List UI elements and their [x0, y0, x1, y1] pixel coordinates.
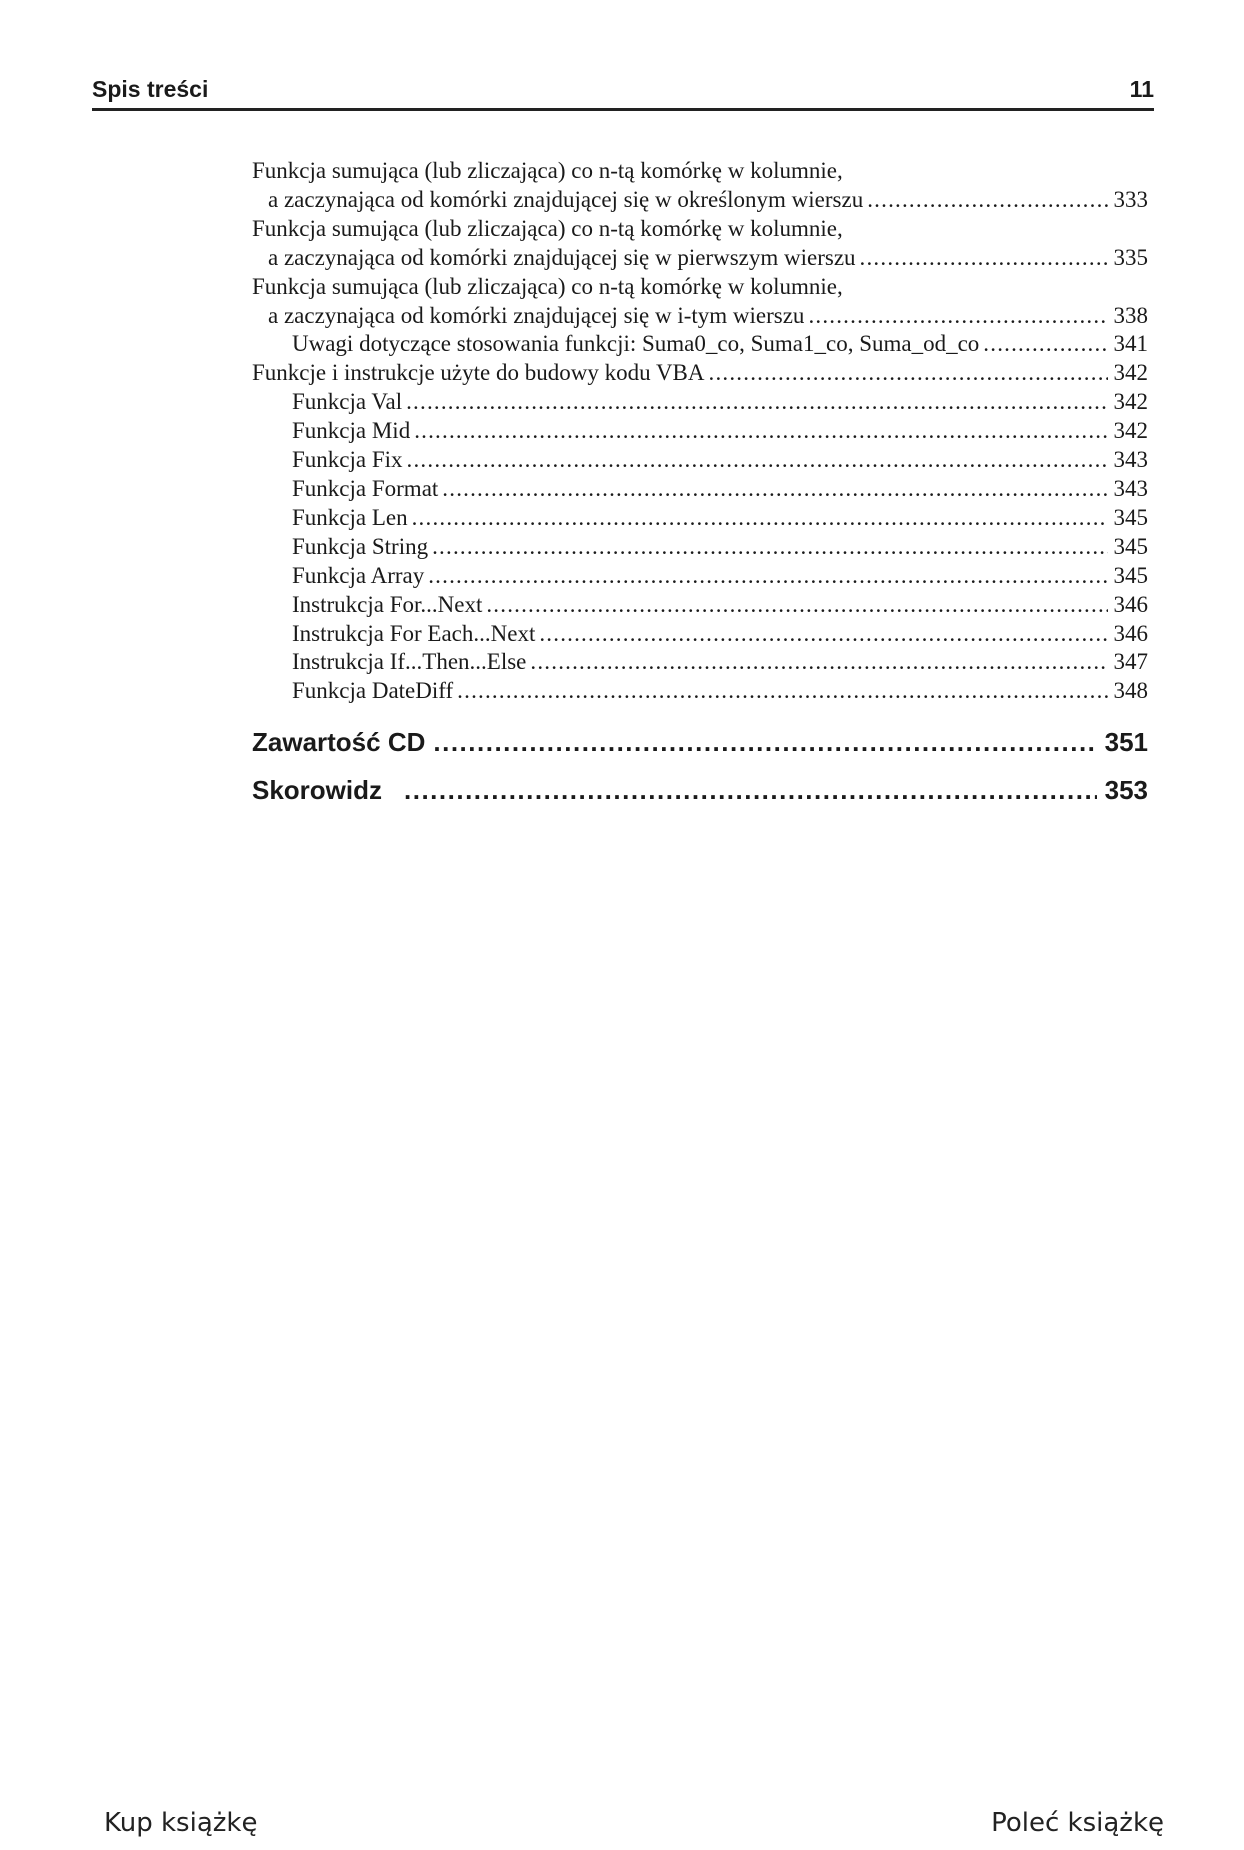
- table-of-contents: [252, 157, 1148, 806]
- dot-leader: [539, 620, 1108, 649]
- toc-entry[interactable]: [252, 302, 1148, 331]
- toc-entry-text: Funkcja String: [292, 533, 429, 559]
- toc-entry[interactable]: [252, 677, 1148, 706]
- toc-entry[interactable]: [252, 417, 1148, 446]
- toc-entry[interactable]: [252, 562, 1148, 591]
- toc-page-number: 346: [1113, 591, 1148, 617]
- toc-entry[interactable]: [252, 475, 1148, 504]
- toc-entry[interactable]: [252, 359, 1148, 388]
- toc-entry[interactable]: [252, 533, 1148, 562]
- recommend-book-link[interactable]: Poleć książkę: [991, 1808, 1164, 1838]
- toc-page-number: 348: [1113, 678, 1148, 704]
- toc-entry[interactable]: [252, 504, 1148, 533]
- toc-entry[interactable]: [252, 620, 1148, 649]
- dot-leader: [808, 302, 1108, 331]
- toc-page-number: 347: [1113, 649, 1148, 675]
- toc-entry[interactable]: [252, 273, 1148, 302]
- toc-page-number: 335: [1113, 244, 1148, 270]
- toc-entry-text: Funkcja sumująca (lub zliczająca) co n-tą komórkę w kolumnie,: [252, 158, 843, 183]
- toc-chapter-title: Zawartość CD: [252, 727, 426, 758]
- dot-leader: [442, 475, 1108, 504]
- toc-page-number: 345: [1113, 562, 1148, 588]
- toc-entry-text: a zaczynająca od komórki znajdującej się w i-tym wierszu: [268, 302, 805, 328]
- toc-entry[interactable]: [252, 591, 1148, 620]
- dot-leader: [406, 388, 1108, 417]
- dot-leader: [867, 186, 1108, 215]
- dot-leader: [486, 591, 1108, 620]
- dot-leader: [433, 726, 1096, 758]
- toc-page-number: 343: [1113, 475, 1148, 501]
- toc-entry[interactable]: [252, 648, 1148, 677]
- toc-entry-text: Uwagi dotyczące stosowania funkcji: Suma0_co, Suma1_co, Suma_od_co: [292, 331, 980, 357]
- dot-leader: [530, 648, 1108, 677]
- toc-entry-text: Funkcja Len: [292, 504, 408, 530]
- running-header: [92, 72, 1154, 111]
- toc-entry[interactable]: [252, 388, 1148, 417]
- toc-entry-text: Instrukcja If...Then...Else: [292, 649, 527, 675]
- toc-entry-text: Funkcja sumująca (lub zliczająca) co n-tą komórkę w kolumnie,: [252, 215, 843, 241]
- toc-page-number: 345: [1113, 533, 1148, 559]
- toc-page-number: 333: [1113, 186, 1148, 212]
- toc-entry-text: Funkcja Val: [292, 389, 403, 415]
- toc-page-number: 343: [1113, 447, 1148, 473]
- dot-leader: [407, 446, 1108, 475]
- toc-entry-text: Funkcja sumująca (lub zliczająca) co n-tą komórkę w kolumnie,: [252, 273, 843, 299]
- header-title: Spis treści: [92, 76, 209, 102]
- toc-entry-text: Funkcje i instrukcje użyte do budowy kodu VBA: [252, 360, 705, 386]
- toc-page-number: 345: [1113, 504, 1148, 530]
- toc-chapter-title: Skorowidz: [252, 775, 383, 806]
- toc-entry-text: Funkcja DateDiff: [292, 678, 454, 704]
- toc-entry-text: Instrukcja For Each...Next: [292, 620, 536, 646]
- toc-chapter-page: 353: [1104, 775, 1148, 806]
- dot-leader: [709, 359, 1109, 388]
- dot-leader: [983, 330, 1108, 359]
- dot-leader: [412, 504, 1108, 533]
- toc-entry-text: Funkcja Mid: [292, 418, 411, 444]
- toc-entry[interactable]: [252, 215, 1148, 244]
- toc-page-number: 346: [1113, 620, 1148, 646]
- toc-entry[interactable]: [252, 330, 1148, 359]
- toc-entry-text: Funkcja Array: [292, 562, 425, 588]
- toc-page-number: 338: [1113, 302, 1148, 328]
- dot-leader: [428, 562, 1108, 591]
- dot-leader: [457, 677, 1108, 706]
- toc-page-number: 341: [1113, 331, 1148, 357]
- dot-leader: [414, 417, 1108, 446]
- toc-entry[interactable]: [252, 244, 1148, 273]
- toc-entry-text: Funkcja Fix: [292, 447, 403, 473]
- toc-page-number: 342: [1113, 389, 1148, 415]
- toc-entry[interactable]: [252, 157, 1148, 186]
- dot-leader: [404, 774, 1097, 806]
- toc-entry-text: a zaczynająca od komórki znajdującej się w określonym wierszu: [268, 186, 864, 212]
- toc-entry-text: a zaczynająca od komórki znajdującej się w pierwszym wierszu: [268, 244, 856, 270]
- dot-leader: [860, 244, 1108, 273]
- toc-page-number: 342: [1113, 360, 1148, 386]
- header-page-number: 11: [1129, 76, 1154, 102]
- toc-chapter-entry[interactable]: [252, 726, 1148, 758]
- toc-page-number: 342: [1113, 418, 1148, 444]
- toc-chapter-page: 351: [1104, 727, 1148, 758]
- dot-leader: [432, 533, 1108, 562]
- toc-entry-text: Funkcja Format: [292, 475, 439, 501]
- buy-book-link[interactable]: Kup książkę: [104, 1808, 258, 1838]
- toc-chapter-entry[interactable]: [252, 774, 1148, 806]
- toc-entry[interactable]: [252, 446, 1148, 475]
- toc-entry-text: Instrukcja For...Next: [292, 591, 483, 617]
- toc-entry[interactable]: [252, 186, 1148, 215]
